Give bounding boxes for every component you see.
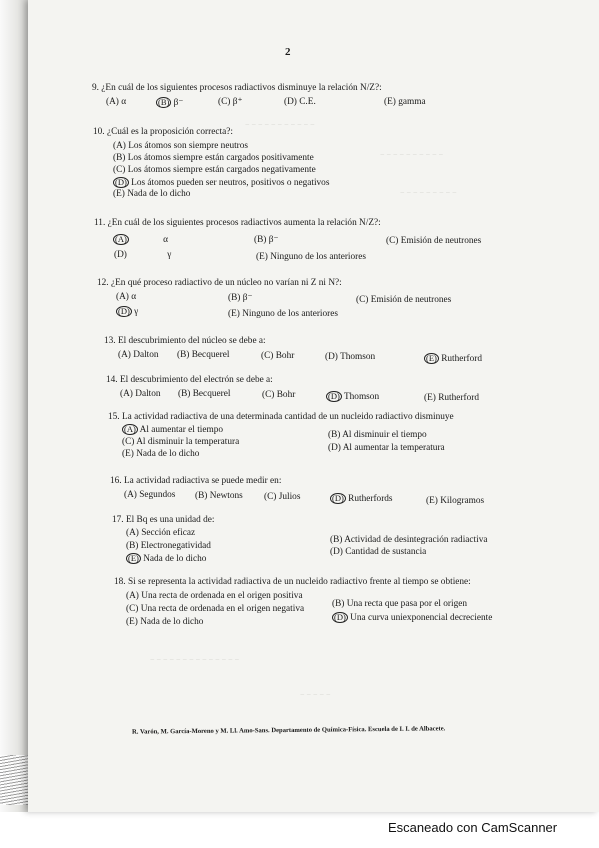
option-d: (D) Thomson <box>325 352 376 362</box>
option-b-second: (B) Electronegatividad <box>126 541 211 551</box>
option-d: (D) Cantidad de sustancia <box>330 547 427 557</box>
option-a: (A) Una recta de ordenada en el origen positiva <box>126 591 303 601</box>
question-17 <box>112 515 215 527</box>
option-d-marked: (D) Los átomos pueden ser neutros, positivos o negativos <box>115 177 330 188</box>
option-e: (E) Nada de lo dicho <box>126 617 204 627</box>
camscanner-watermark: Escaneado con CamScanner <box>388 820 558 835</box>
option-a: (A) Dalton <box>118 350 159 360</box>
option-e: (E) Ninguno de los anteriores <box>256 252 366 262</box>
option-b: (B) Actividad de desintegración radiactiva <box>330 535 488 545</box>
question-15 <box>108 412 454 424</box>
question-stem: 17. El Bq es una unidad de: <box>112 515 215 525</box>
option-e: (E) Nada de lo dicho <box>113 189 191 199</box>
option-b: (B) Una recta que pasa por el origen <box>332 599 468 609</box>
question-16 <box>110 476 281 488</box>
option-e: (E) gamma <box>384 97 426 107</box>
option-b: (B) Newtons <box>195 491 243 501</box>
option-b: (B) Becquerel <box>178 389 231 399</box>
scanned-page: − − − − − − − − − − − − − − − − − − − − − − − − − − − − − − − − − − − − − − − − − − − − − − − − − 2 9. ¿En cuál de los siguientes procesos radiactivos disminuye la relación N/Z?: (A) α (B) β⁻ (C) β⁺ (D) C.E. (E) gamma 10. ¿Cuál es la proposición correcta?: (A) Los átomos son siempre neutros (B) Los átomos siempre están cargados positivamente (C) Los átomos siempre están cargados negativamente (D) Los átomos pueden ser neutros, positivos o negativos (E) Nada de lo dicho 11. ¿En cuál de los siguientes procesos radiactivos aumenta la relación N/Z?: (A) α (B) β⁻ (C) Emisión de neutrones (D) γ (E) Ninguno de los anteriores 12. ¿En qué proceso radiactivo de un núcleo no varían ni Z ni N?: (A) α (B) β⁻ (C) Emisión de neutrones (D) γ (E) Ninguno de los anteriores 13. El descubrimiento del núcleo se debe a: (A) Dalton (B) Becquerel (C) Bohr (D) Thomson (E) Rutherford 14. El descubrimiento del electrón se debe a: (A) Dalton (B) Becquerel (C) Bohr (D) Thomson (E) Rutherford 15. La actividad radiactiva de una determinada cantidad de un nucleido radiactivo disminuye (A) Al aumentar el tiempo (B) Al disminuir el tiempo (C) Al disminuir la temperatura (D) Al aumentar la temperatura (E) Nada de lo dicho 16. La actividad radiactiva se puede medir en: (A) Segundos (B) Newtons (C) Julios (D) Rutherfords (E) Kilogramos 17. El Bq es una unidad de: (A) Sección eficaz (B) Actividad de desintegración radiactiva (B) Electronegatividad (D) Cantidad de sustancia (E) Nada de lo dicho 18. Si se representa la actividad radiactiva de un nucleido radiactivo frente al tiempo se obtiene: (A) Una recta de ordenada en el origen positiva (B) Una recta que pasa por el origen (C) Una recta de ordenada en el origen negativa (D) Una curva uniexponencial decreciente (E) Nada de lo dicho R. Varón, M. García-Moreno y M. Ll. Amo-Sans. Departamento de Química-Física. Escuela de I. I. de Albacete. Escaneado con CamScanner <box>0 0 599 848</box>
option-c: (C) Bohr <box>262 390 296 400</box>
question-10 <box>93 127 233 139</box>
option-b-marked: (B) β⁻ <box>158 97 184 108</box>
option-a: (A) α <box>116 292 137 302</box>
option-a: (A) Dalton <box>120 389 161 399</box>
option-d: (D) Al aumentar la temperatura <box>328 443 445 453</box>
option-a: (A) Los átomos son siempre neutros <box>113 141 249 151</box>
option-c: (C) Los átomos siempre están cargados negativamente <box>113 165 316 175</box>
option-e: (E) Ninguno de los anteriores <box>228 309 338 319</box>
option-e: (E) Nada de lo dicho <box>122 449 200 459</box>
previous-page-edge <box>0 0 28 812</box>
option-e-marked: (E) Nada de lo dicho <box>128 553 207 564</box>
option-a: (A) α <box>106 97 127 107</box>
question-stem: 11. ¿En cuál de los siguientes procesos radiactivos aumenta la relación N/Z?: <box>94 218 381 228</box>
option-d-marked: (D) γ <box>118 306 139 317</box>
option-d-marked: (D) Una curva uniexponencial decreciente <box>334 612 493 623</box>
question-stem: 9. ¿En cuál de los siguientes procesos radiactivos disminuye la relación N/Z?: <box>92 83 382 93</box>
question-13 <box>104 336 266 348</box>
option-e: (E) Rutherford <box>424 393 479 403</box>
question-stem: 18. Si se representa la actividad radiactiva de un nucleido radiactivo frente al tiempo se obtiene: <box>114 577 471 587</box>
question-stem: 16. La actividad radiactiva se puede medir en: <box>110 476 282 486</box>
option-a-marked: (A) α <box>115 234 169 245</box>
option-b: (B) Los átomos siempre están cargados positivamente <box>113 153 314 163</box>
option-c: (C) Julios <box>264 492 301 502</box>
option-b: (B) Al disminuir el tiempo <box>328 430 427 440</box>
option-d-marked: (D) Rutherfords <box>332 493 393 504</box>
question-14 <box>106 375 273 387</box>
option-e: (E) Kilogramos <box>426 496 485 506</box>
question-9 <box>92 83 382 95</box>
question-18 <box>114 577 471 589</box>
question-12 <box>97 278 342 290</box>
option-d-marked: (D) Thomson <box>328 391 380 402</box>
option-c: (C) β⁺ <box>218 97 243 107</box>
question-11 <box>94 218 381 230</box>
question-stem: 15. La actividad radiactiva de una determinada cantidad de un nucleido radiactivo disminuye <box>108 412 454 422</box>
option-a: (A) Segundos <box>124 490 176 500</box>
option-a-marked: (A) Al aumentar el tiempo <box>124 424 224 435</box>
option-a: (A) Sección eficaz <box>126 528 196 538</box>
option-d: (D) C.E. <box>284 97 316 107</box>
question-stem: 12. ¿En qué proceso radiactivo de un núcleo no varían ni Z ni N?: <box>97 278 342 288</box>
page-footer: R. Varón, M. García-Moreno y M. Ll. Amo-Sans. Departamento de Química-Física. Escuela de I. I. de Albacete. <box>131 725 446 736</box>
question-stem: 10. ¿Cuál es la proposición correcta?: <box>93 127 233 137</box>
question-stem: 13. El descubrimiento del núcleo se debe a: <box>104 336 266 346</box>
option-b: (B) β⁻ <box>228 293 253 303</box>
option-c: (C) Una recta de ordenada en el origen negativa <box>126 604 305 614</box>
option-c: (C) Bohr <box>261 351 295 361</box>
option-b: (B) β⁻ <box>254 235 279 245</box>
option-c: (C) Emisión de neutrones <box>386 236 482 246</box>
option-e-marked: (E) Rutherford <box>426 353 482 364</box>
question-stem: 14. El descubrimiento del electrón se debe a: <box>106 375 273 385</box>
option-d: (D) γ <box>114 250 172 260</box>
option-b: (B) Becquerel <box>177 350 230 360</box>
option-c: (C) Emisión de neutrones <box>356 295 452 305</box>
option-c: (C) Al disminuir la temperatura <box>122 437 240 447</box>
page-number: 2 <box>285 46 291 58</box>
